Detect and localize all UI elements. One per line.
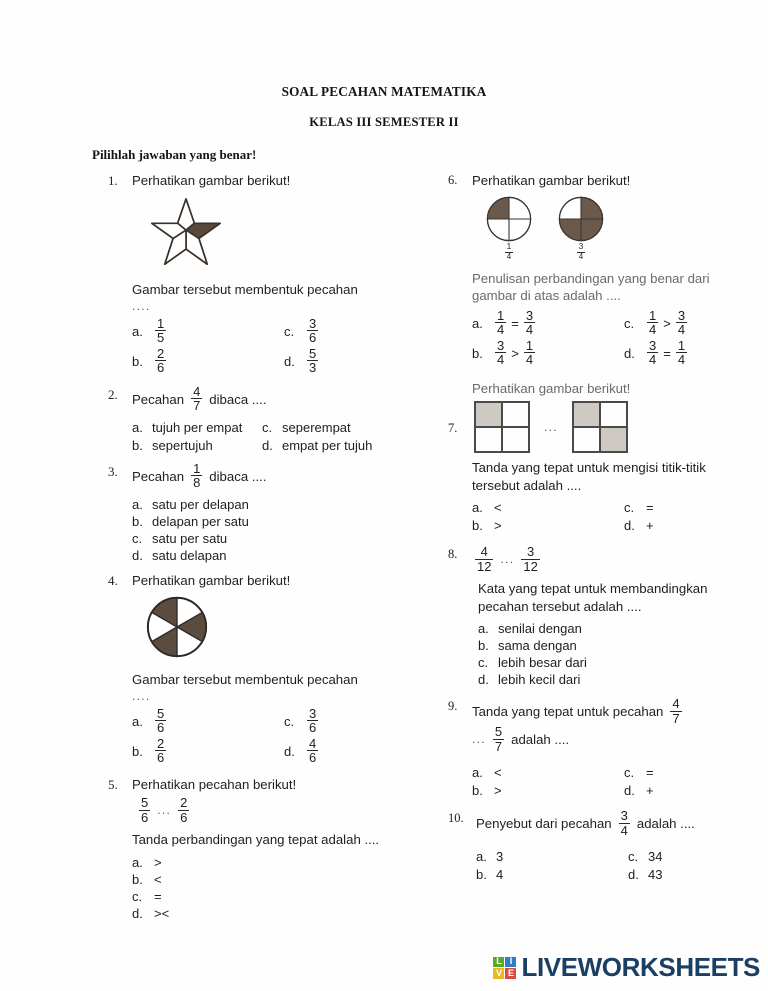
option-a[interactable] — [476, 848, 628, 865]
option-b-label: b. — [132, 744, 143, 760]
question-1-subprompt: Gambar tersebut membentuk pecahan — [132, 282, 358, 298]
question-8-options — [478, 620, 748, 688]
option-c-label: c. — [132, 888, 143, 904]
question-5-prompt: Perhatikan pecahan berikut! — [132, 776, 297, 792]
question-1-number: 1. — [108, 173, 118, 188]
option-c[interactable] — [478, 654, 748, 671]
question-9-number: 9. — [448, 699, 458, 714]
logo-letter-l: L — [493, 957, 504, 968]
option-a-text: < — [494, 765, 502, 781]
option-c[interactable] — [132, 530, 448, 547]
option-d-label: d. — [262, 437, 273, 453]
left-column — [108, 172, 448, 929]
option-d-label: d. — [132, 547, 143, 563]
option-c-label: c. — [628, 849, 639, 865]
option-c[interactable] — [132, 888, 448, 905]
option-a[interactable] — [472, 499, 624, 516]
option-c-fraction: $\frac{3}{6}$ — [309, 315, 317, 346]
question-9-options — [472, 764, 748, 799]
question-6-subprompt: Penulisan perbandingan yang benar dari gambar di atas adalah .... — [472, 271, 710, 304]
liveworksheets-logo-icon — [493, 957, 516, 979]
option-row — [472, 337, 748, 368]
circle-three-quarters-caption: $\frac{3}{4}$ — [578, 242, 584, 261]
liveworksheets-brand-text: LIVEWORKSHEETS — [521, 952, 760, 982]
option-d[interactable] — [628, 866, 662, 883]
option-d[interactable]: d. $\frac{3}{4}$ = $\frac{1}{4}$ — [624, 337, 686, 368]
question-4-number: 4. — [108, 572, 118, 588]
question-3 — [108, 460, 448, 564]
option-d[interactable] — [624, 782, 656, 799]
question-9-prefix: Tanda yang tepat untuk pecahan — [472, 704, 664, 720]
option-d-label: d. — [478, 672, 489, 688]
question-9-prompt — [472, 698, 748, 726]
question-3-prefix: Pecahan — [132, 469, 185, 485]
question-10-options — [476, 848, 748, 883]
option-d-label: d. — [284, 354, 295, 370]
option-d-symbol: = — [663, 346, 671, 362]
question-7 — [448, 380, 748, 534]
option-c-label: c. — [284, 714, 295, 730]
question-7-subprompt: Tanda yang tepat untuk mengisi titik-titik tersebut adalah .... — [472, 460, 706, 493]
option-a[interactable] — [478, 620, 748, 637]
question-7-number: 7. — [448, 421, 458, 436]
question-5-number: 5. — [108, 776, 118, 792]
option-a-text: satu per delapan — [152, 496, 249, 512]
option-b-text: > — [494, 518, 502, 534]
option-a-label: a. — [132, 714, 143, 730]
question-4-prompt: Perhatikan gambar berikut! — [132, 572, 291, 588]
option-d-fraction: $\frac{4}{6}$ — [309, 735, 317, 766]
option-row — [132, 735, 448, 766]
option-a[interactable] — [132, 705, 284, 736]
option-d-text: >< — [154, 905, 170, 921]
option-a[interactable] — [132, 419, 262, 436]
question-3-prompt — [132, 460, 448, 491]
question-9-first-fraction: $\frac{4}{7}$ — [672, 696, 680, 726]
question-7-figures — [474, 401, 628, 453]
option-b-label: b. — [472, 783, 483, 799]
question-4-ellipsis: .... — [132, 688, 151, 703]
option-b-text: sepertujuh — [152, 437, 213, 453]
option-a-text: tujuh per empat — [152, 419, 243, 435]
question-4-options — [132, 705, 448, 766]
option-a-text: senilai dengan — [498, 621, 582, 637]
option-d-text: lebih kecil dari — [498, 672, 581, 688]
option-d-text: satu delapan — [152, 547, 227, 563]
option-a-symbol: = — [511, 316, 519, 332]
option-d-label: d. — [132, 905, 143, 921]
question-2-prompt — [132, 383, 448, 414]
question-10-prompt — [476, 810, 748, 838]
question-2-prefix: Pecahan — [132, 392, 185, 408]
option-a-fraction: $\frac{1}{5}$ — [157, 315, 165, 346]
question-2-fraction: $\frac{4}{7}$ — [193, 383, 201, 414]
question-6-figures — [486, 196, 748, 262]
circle-one-quarter-caption: $\frac{1}{4}$ — [506, 242, 512, 261]
comparison-blank: ... — [544, 420, 558, 435]
question-3-fraction: $\frac{1}{8}$ — [193, 460, 201, 491]
question-5-options — [132, 854, 448, 922]
question-2 — [108, 383, 448, 455]
question-3-number: 3. — [108, 463, 118, 479]
option-c-text: seperempat — [282, 419, 351, 435]
question-10-suffix: adalah .... — [636, 816, 695, 832]
comparison-blank: ... — [500, 552, 515, 567]
question-10-prefix: Penyebut dari pecahan — [476, 816, 612, 832]
option-c[interactable]: c. $\frac{1}{4}$ > $\frac{3}{4}$ — [624, 307, 686, 338]
option-a-text: > — [154, 854, 162, 870]
question-2-number: 2. — [108, 386, 118, 402]
grid-2x2-one-shaded — [474, 401, 530, 453]
option-d-fraction: $\frac{5}{3}$ — [309, 345, 317, 376]
question-10-number: 10. — [448, 811, 464, 826]
option-b[interactable] — [132, 437, 262, 454]
option-a[interactable] — [132, 315, 284, 346]
option-row — [472, 499, 748, 516]
option-a[interactable] — [132, 854, 448, 871]
question-1-prompt: Perhatikan gambar berikut! — [132, 173, 291, 188]
option-a-label: a. — [472, 316, 483, 332]
option-row — [472, 307, 748, 338]
option-c[interactable] — [262, 419, 351, 436]
option-d[interactable] — [478, 671, 748, 688]
option-b-label: b. — [476, 867, 487, 883]
option-b-text: 4 — [496, 867, 504, 883]
option-row — [132, 705, 448, 736]
option-b[interactable] — [478, 637, 748, 654]
option-d[interactable] — [132, 547, 448, 564]
option-c-label: c. — [624, 765, 635, 781]
option-d-text: 43 — [648, 867, 663, 883]
question-7-prompt: Perhatikan gambar berikut! — [472, 380, 631, 396]
question-7-options — [472, 499, 748, 534]
question-3-suffix: dibaca .... — [209, 469, 267, 485]
question-9-second-fraction: $\frac{5}{7}$ — [494, 724, 503, 754]
question-10-fraction: $\frac{3}{4}$ — [620, 808, 628, 838]
option-row — [132, 315, 448, 346]
option-c-label: c. — [262, 419, 273, 435]
option-c[interactable] — [284, 315, 321, 346]
option-a-fraction: $\frac{5}{6}$ — [157, 705, 165, 736]
option-c-text: 34 — [648, 849, 663, 865]
question-9-suffix: adalah .... — [511, 732, 570, 748]
option-c-label: c. — [132, 530, 143, 546]
option-b-symbol: > — [511, 346, 519, 362]
option-d-label: d. — [624, 783, 635, 799]
star-figure — [146, 196, 448, 273]
question-5-expression — [136, 797, 448, 825]
question-9 — [448, 698, 748, 800]
option-b-label: b. — [132, 871, 143, 887]
question-1-ellipsis: .... — [132, 298, 151, 313]
option-a[interactable]: a. $\frac{1}{4}$ = $\frac{3}{4}$ — [472, 307, 534, 338]
question-5-left-fraction: $\frac{5}{6}$ — [141, 795, 149, 825]
option-c-text: = — [646, 500, 654, 516]
option-c[interactable] — [284, 705, 321, 736]
option-b-fraction: $\frac{2}{6}$ — [157, 735, 165, 766]
logo-letter-v: V — [493, 968, 504, 979]
comparison-blank: ... — [472, 732, 486, 747]
option-b[interactable]: b. $\frac{3}{4}$ > $\frac{1}{4}$ — [472, 337, 534, 368]
option-d-text: empat per tujuh — [282, 437, 373, 453]
option-b-text: < — [154, 871, 162, 887]
circle-three-quarters-figure — [558, 196, 604, 262]
page-title: SOAL PECAHAN MATEMATIKA — [281, 84, 487, 99]
option-b[interactable] — [132, 513, 448, 530]
option-b-text: > — [494, 783, 502, 799]
option-c-label: c. — [478, 655, 489, 671]
option-c-label: c. — [624, 500, 635, 516]
page-subtitle: KELAS III SEMESTER II — [309, 115, 459, 129]
logo-letter-i: I — [505, 957, 516, 968]
option-d[interactable] — [624, 517, 656, 534]
option-d-label: d. — [628, 867, 639, 883]
question-8 — [448, 546, 748, 688]
question-6 — [448, 172, 748, 370]
option-row — [132, 345, 448, 376]
option-c-text: lebih besar dari — [498, 655, 587, 671]
question-9-prompt-line2 — [472, 726, 748, 754]
option-b-label: b. — [472, 518, 483, 534]
questions-columns — [0, 172, 768, 929]
option-b-label: b. — [478, 638, 489, 654]
option-a-label: a. — [132, 496, 143, 512]
option-row — [132, 437, 448, 454]
option-a[interactable] — [472, 764, 624, 781]
option-b-label: b. — [132, 513, 143, 529]
title-block — [0, 0, 768, 130]
liveworksheets-footer[interactable] — [493, 952, 760, 983]
option-d-label: d. — [284, 744, 295, 760]
option-row — [472, 764, 748, 781]
instruction-text: Pilihlah jawaban yang benar! — [92, 147, 257, 162]
option-a-label: a. — [132, 324, 143, 340]
question-1-options — [132, 315, 448, 376]
option-b[interactable] — [132, 871, 448, 888]
option-row — [476, 866, 748, 883]
option-row — [476, 848, 748, 865]
option-a-text: < — [494, 500, 502, 516]
option-a-label: a. — [132, 854, 143, 870]
question-8-number: 8. — [448, 547, 458, 562]
option-d[interactable] — [262, 437, 372, 454]
question-5-right-fraction: $\frac{2}{6}$ — [180, 795, 188, 825]
option-a-label: a. — [472, 500, 483, 516]
option-d[interactable] — [132, 905, 448, 922]
option-b-text: sama dengan — [498, 638, 577, 654]
option-b[interactable] — [472, 782, 624, 799]
question-4 — [108, 572, 448, 768]
question-8-left-fraction: $\frac{4}{12}$ — [477, 544, 492, 574]
question-2-suffix: dibaca .... — [209, 392, 267, 408]
option-row — [472, 517, 748, 534]
option-c-text: satu per satu — [152, 530, 228, 546]
option-d-text: + — [646, 783, 654, 799]
option-c[interactable] — [624, 764, 656, 781]
comparison-blank: ... — [157, 803, 172, 818]
option-c-text: = — [154, 888, 162, 904]
question-4-subprompt: Gambar tersebut membentuk pecahan — [132, 672, 358, 688]
option-c-symbol: > — [663, 316, 671, 332]
option-c[interactable] — [628, 848, 662, 865]
question-5-subprompt: Tanda perbandingan yang tepat adalah .... — [132, 832, 380, 848]
question-5 — [108, 776, 448, 922]
question-8-right-fraction: $\frac{3}{12}$ — [523, 544, 538, 574]
option-b-text: delapan per satu — [152, 513, 249, 529]
option-b[interactable] — [132, 735, 284, 766]
question-2-options — [132, 419, 448, 454]
question-6-options — [472, 307, 748, 368]
option-c-fraction: $\frac{3}{6}$ — [309, 705, 317, 736]
option-b-label: b. — [472, 346, 483, 362]
question-6-number: 6. — [448, 173, 458, 187]
option-a[interactable] — [132, 496, 448, 513]
option-b[interactable] — [472, 517, 624, 534]
option-d[interactable] — [284, 345, 321, 376]
option-a-text: 3 — [496, 849, 504, 865]
question-10 — [448, 810, 748, 884]
option-c[interactable] — [624, 499, 656, 516]
option-b-label: b. — [132, 437, 143, 453]
option-a-label: a. — [472, 765, 483, 781]
question-6-prompt: Perhatikan gambar berikut! — [472, 173, 631, 188]
option-d-label: d. — [624, 518, 635, 534]
option-b-label: b. — [132, 354, 143, 370]
logo-letter-e: E — [505, 968, 516, 979]
option-b-fraction: $\frac{2}{6}$ — [157, 345, 165, 376]
option-d-label: d. — [624, 346, 635, 362]
option-c-label: c. — [284, 324, 295, 340]
option-row — [472, 782, 748, 799]
option-b[interactable] — [132, 345, 284, 376]
pie-figure — [146, 596, 448, 663]
right-column — [448, 172, 748, 891]
option-a-label: a. — [478, 621, 489, 637]
option-c-label: c. — [624, 316, 635, 332]
option-d-text: + — [646, 518, 654, 534]
question-8-subprompt: Kata yang tepat untuk membandingkan pecahan tersebut adalah .... — [478, 581, 708, 614]
option-a-label: a. — [476, 849, 487, 865]
question-1 — [108, 172, 448, 378]
option-c-text: = — [646, 765, 654, 781]
option-a-label: a. — [132, 419, 143, 435]
question-8-expression — [472, 546, 748, 574]
option-b[interactable] — [476, 866, 628, 883]
circle-one-quarter-figure — [486, 196, 532, 262]
question-3-options — [132, 496, 448, 564]
option-d[interactable] — [284, 735, 321, 766]
grid-2x2-two-shaded — [572, 401, 628, 453]
option-row — [132, 419, 448, 436]
